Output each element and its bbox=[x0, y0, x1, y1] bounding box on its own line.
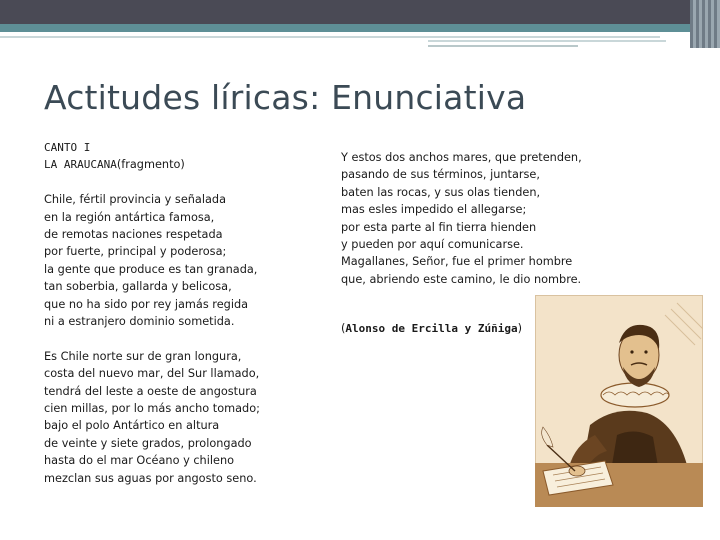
poem-line: hasta do el mar Océano y chileno bbox=[44, 454, 235, 468]
decorative-line bbox=[428, 45, 578, 47]
poem-line: por fuerte, principal y poderosa; bbox=[44, 245, 227, 259]
canto-heading: CANTO I bbox=[44, 141, 91, 154]
work-heading bbox=[44, 156, 260, 173]
poem-line: que, abriendo este camino, le dio nombre. bbox=[341, 272, 582, 286]
author-portrait bbox=[535, 295, 703, 507]
poem-left-column bbox=[44, 139, 260, 487]
poem-line: Y estos dos anchos mares, que pretenden, bbox=[341, 151, 582, 164]
author-name: Alonso de Ercilla y Zúñiga bbox=[345, 322, 518, 335]
author-attribution bbox=[341, 322, 522, 335]
slide-title: Actitudes líricas: Enunciativa bbox=[44, 78, 527, 117]
poem-line: pasando de sus términos, juntarse, bbox=[341, 168, 540, 182]
author-paren-open: ( bbox=[341, 322, 346, 335]
poem-line: Es Chile norte sur de gran longura, bbox=[44, 349, 242, 363]
poem-line: baten las rocas, y sus olas tienden, bbox=[341, 185, 541, 199]
poem-line: de veinte y siete grados, prolongado bbox=[44, 436, 252, 450]
decorative-line bbox=[428, 40, 666, 42]
poem-line: tendrá del leste a oeste de angostura bbox=[44, 384, 257, 398]
poem-line: bajo el polo Antártico en altura bbox=[44, 419, 220, 433]
poem-line: costa del nuevo mar, del Sur llamado, bbox=[44, 367, 260, 381]
poem-line: cien millas, por lo más ancho tomado; bbox=[44, 402, 260, 416]
work-note: (fragmento) bbox=[116, 158, 185, 172]
poem-line: que no ha sido por rey jamás regida bbox=[44, 297, 249, 311]
author-paren-close: ) bbox=[517, 322, 523, 335]
poem-line: ni a estranjero dominio sometida. bbox=[44, 315, 235, 329]
portrait-engraving bbox=[535, 295, 703, 507]
decorative-line bbox=[0, 36, 660, 38]
poem-line: tan soberbia, gallarda y belicosa, bbox=[44, 280, 232, 294]
work-title: LA ARAUCANA bbox=[44, 158, 117, 172]
poem-line: y pueden por aquí comunicarse. bbox=[341, 238, 524, 252]
poem-line: en la región antártica famosa, bbox=[44, 210, 215, 224]
poem-line: mezclan sus aguas por angosto seno. bbox=[44, 471, 257, 485]
accent-stripe bbox=[0, 24, 720, 32]
poem-line: Magallanes, Señor, fue el primer hombre bbox=[341, 255, 573, 269]
poem-line: mas esles impedido el allegarse; bbox=[341, 203, 527, 217]
poem-line: la gente que produce es tan granada, bbox=[44, 262, 258, 276]
poem-line: de remotas naciones respetada bbox=[44, 228, 223, 242]
top-banner bbox=[0, 0, 720, 24]
poem-right-column bbox=[341, 149, 582, 288]
corner-ornament bbox=[690, 0, 720, 48]
poem-line: por esta parte al fin tierra hienden bbox=[341, 220, 537, 234]
poem-line: Chile, fértil provincia y señalada bbox=[44, 193, 227, 207]
